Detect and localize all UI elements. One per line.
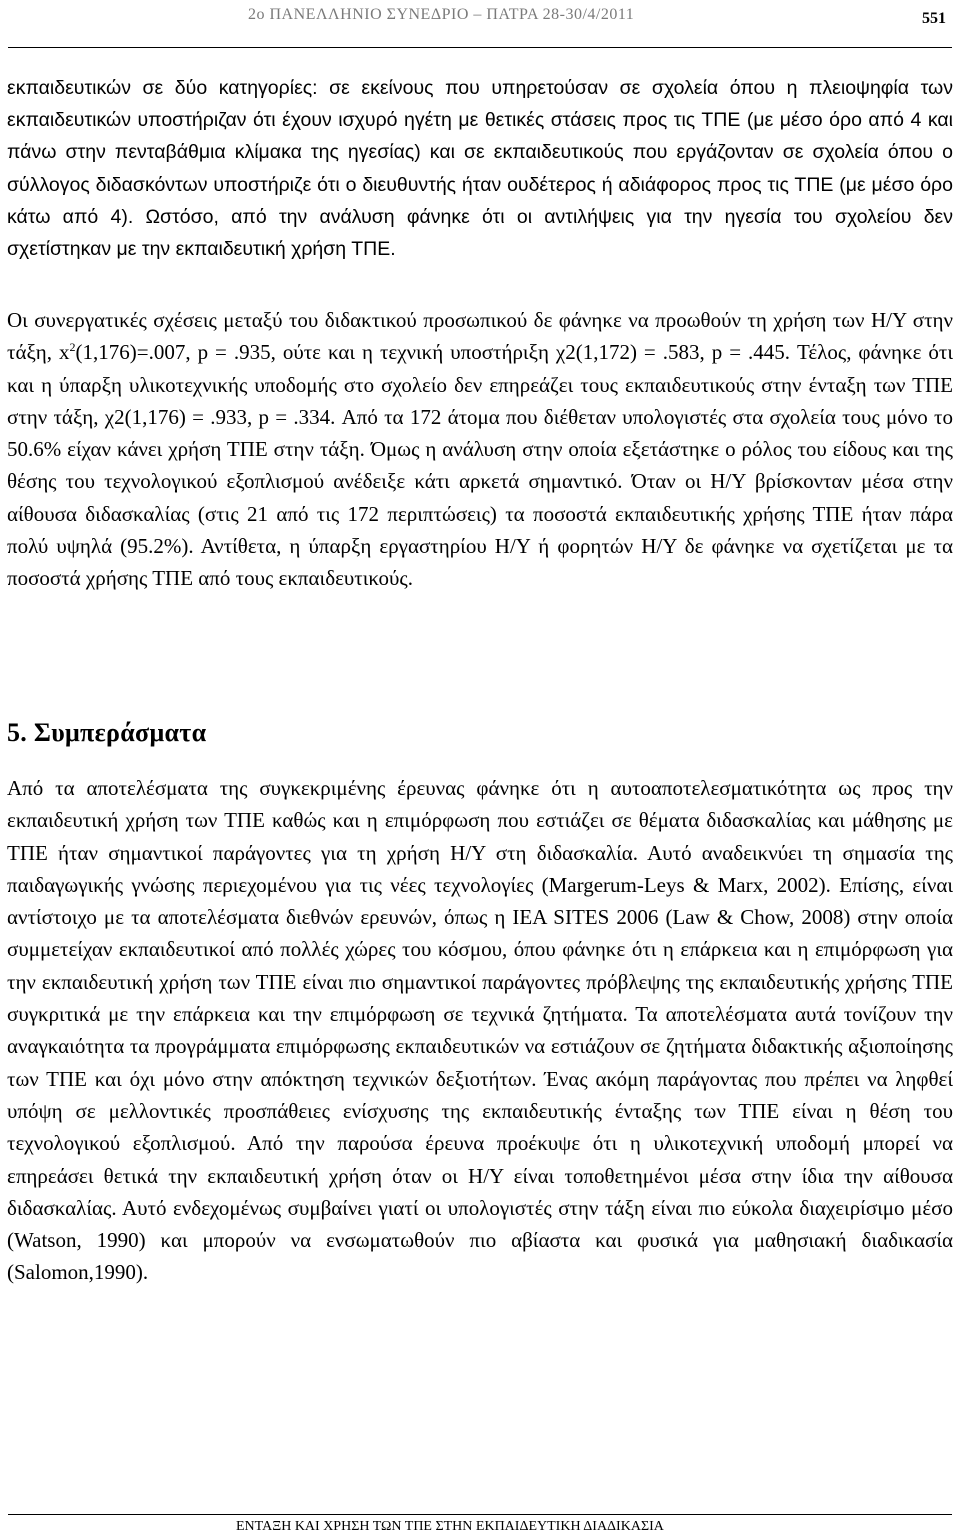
page-header xyxy=(8,0,952,48)
paragraph-collaboration xyxy=(7,304,953,595)
page-number: 551 xyxy=(922,10,946,27)
running-footer-title: ΕΝΤΑΞΗ ΚΑΙ ΧΡΗΣΗ ΤΩΝ ΤΠΕ ΣΤΗΝ ΕΚΠΑΙΔΕΥΤΙΚΗ ΔΙΑΔΙΚΑΣΙΑ xyxy=(236,1519,664,1534)
conference-title: 2ο ΠΑΝΕΛΛΗΝΙΟ ΣΥΝΕΔΡΙΟ – ΠΑΤΡΑ 28-30/4/2011 xyxy=(248,6,635,23)
paragraph-text-end: (1,176)=.007, p = .935, ούτε και η τεχνική υποστήριξη χ2(1,172) = .583, p = .445. Τέλος, φάνηκε ότι και η ύπαρξη υλικοτεχνικής υποδομής στο σχολείο δεν επηρεάζει τους εκπαιδευτικούς στην ένταξη των ΤΠΕ στην τάξη, χ2(1,176) = .933, p = .334. Από τα 172 άτομα που διέθεταν υπολογιστές στα σχολεία τους μόνο το 50.6% είχαν κάνει χρήση ΤΠΕ στην τάξη. Όμως η ανάλυση στην οποία εξετάστηκε ο ρόλος του είδους και της θέσης του τεχνολογικού εξοπλισμού ανέδειξε κάτι αρκετά σημαντικό. Όταν οι Η/Υ βρίσκονταν μέσα στην αίθουσα διδασκαλίας (στις 21 από τις 172 περιπτώσεις) τα ποσοστά εκπαιδευτικής χρήσης ΤΠΕ ήταν πάρα πολύ υψηλά (95.2%). Αντίθετα, η ύπαρξη εργαστηρίου Η/Υ ή φορητών Η/Υ δε φάνηκε να σχετίζεται με τα ποσοστά χρήσης ΤΠΕ από τους εκπαιδευτικούς. xyxy=(7,340,953,591)
superscript: 2 xyxy=(69,340,76,355)
paragraph-leadership: εκπαιδευτικών σε δύο κατηγορίες: σε εκείνους που υπηρετούσαν σε σχολεία όπου η πλειοψηφία των εκπαιδευτικών υποστήριζαν ότι έχουν ισχυρό ηγέτη με θετικές στάσεις προς τις ΤΠΕ (με μέσο όρο από 4 και πάνω στην πενταβάθμια κλίμακα της ηγεσίας) και σε εκπαιδευτικούς που εργάζονταν σε σχολεία όπου ο σύλλογος διδασκόντων υποστήριζε ότι ο διευθυντής ήταν ουδέτερος ή αδιάφορος προς τις ΤΠΕ (με μέσο όρο κάτω από 4). Ωστόσο, από την ανάλυση φάνηκε ότι οι αντιλήψεις για την ηγεσία του σχολείου δεν σχετίστηκαν με την εκπαιδευτική χρήση ΤΠΕ. xyxy=(7,77,953,261)
paragraph-conclusions: Από τα αποτελέσματα της συγκεκριμένης έρευνας φάνηκε ότι η αυτοαποτελεσματικότητα ως προς την εκπαιδευτική χρήση των ΤΠΕ καθώς και η επιμόρφωση που εστιάζει σε θέματα διδασκαλίας και μάθησης με ΤΠΕ ήταν σημαντικοί παράγοντες για τη χρήση Η/Υ στη διδασκαλία. Αυτό αναδεικνύει τη σημασία της παιδαγωγικής γνώσης περιεχομένου για τις νέες τεχνολογίες (Margerum-Leys & Marx, 2002). Επίσης, είναι αντίστοιχο με τα αποτελέσματα διεθνών ερευνών, όπως η IEA SITES 2006 (Law & Chow, 2008) στην οποία συμμετείχαν εκπαιδευτικοί από πολλές χώρες του κόσμου, όπου φάνηκε ότι η επάρκεια και η επιμόρφωση για την εκπαιδευτική χρήση των ΤΠΕ είναι πιο σημαντικοί παράγοντες πρόβλεψης της εκπαιδευτικής χρήσης ΤΠΕ συγκριτικά με την επάρκεια και την επιμόρφωση σε τεχνικά ζητήματα. Τα αποτελέσματα αυτά τονίζουν την αναγκαιότητα τα προγράμματα επιμόρφωσης εκπαιδευτικών να εστιάζουν σε ζητήματα διδακτικής αξιοποίησης των ΤΠΕ και όχι μόνο στην απόκτηση τεχνικών δεξιοτήτων. Ένας ακόμη παράγοντας που πρέπει να ληφθεί υπόψη σε μελλοντικές προσπάθειες ενίσχυσης της εκπαιδευτικής ένταξης των ΤΠΕ είναι η θέση του τεχνολογικού εξοπλισμού. Από την παρούσα έρευνα προέκυψε ότι η υλικοτεχνική υποδομή μπορεί να επηρεάσει θετικά την εκπαιδευτική χρήση όταν οι Η/Υ είναι τοποθετημένοι μέσα στην ίδια την αίθουσα διδασκαλίας. Αυτό ενδεχομένως συμβαίνει γιατί οι υπολογιστές στην τάξη είναι πιο εύκολα διαχειρίσιμο μέσο (Watson, 1990) και μπορούν να ενσωματωθούν πιο αβίαστα και φυσικά για μαθησιακή διαδικασία (Salomon,1990). xyxy=(7,776,953,1285)
section-heading: 5. Συμπεράσματα xyxy=(7,718,207,747)
page-footer xyxy=(8,1514,952,1534)
paragraph-text-start: Οι συνεργατικές σχέσεις μεταξύ του διδακτικού προσωπικού δε φάνηκε να προωθούν τη χρήση των Η/Υ στην τάξη, x xyxy=(7,308,953,365)
